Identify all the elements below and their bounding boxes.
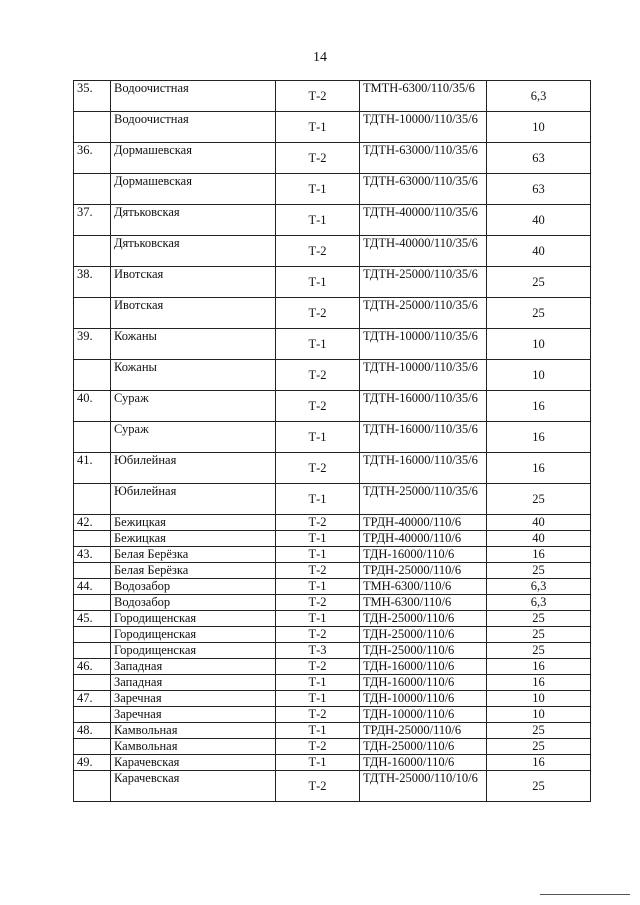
table-row: [74, 771, 591, 802]
transformer-id: Т-2: [276, 453, 360, 484]
row-number: [74, 675, 111, 691]
transformer-id: Т-2: [276, 298, 360, 329]
rated-power: 25: [487, 739, 591, 755]
table-row: [74, 174, 591, 205]
transformer-id: Т-1: [276, 267, 360, 298]
transformer-id: Т-1: [276, 174, 360, 205]
table-row: [74, 595, 591, 611]
rated-power: 10: [487, 691, 591, 707]
substation-name: Белая Берёзка: [111, 547, 276, 563]
substation-name: Дятьковская: [111, 205, 276, 236]
transformer-model: ТДН-25000/110/6: [360, 643, 487, 659]
table-row: [74, 112, 591, 143]
rated-power: 25: [487, 611, 591, 627]
transformer-id: Т-1: [276, 675, 360, 691]
rated-power: 16: [487, 422, 591, 453]
transformer-model: ТРДН-25000/110/6: [360, 723, 487, 739]
transformer-model: ТДТН-25000/110/35/6: [360, 298, 487, 329]
table-row: [74, 723, 591, 739]
transformer-model: ТДТН-25000/110/35/6: [360, 484, 487, 515]
row-number: 48.: [74, 723, 111, 739]
transformer-id: Т-2: [276, 236, 360, 267]
rated-power: 6,3: [487, 579, 591, 595]
transformer-id: Т-2: [276, 515, 360, 531]
row-number: [74, 236, 111, 267]
transformer-id: Т-2: [276, 707, 360, 723]
substation-name: Кожаны: [111, 329, 276, 360]
table-row: [74, 531, 591, 547]
transformer-model: ТДТН-10000/110/35/6: [360, 329, 487, 360]
transformer-model: ТДН-25000/110/6: [360, 739, 487, 755]
rated-power: 63: [487, 174, 591, 205]
transformer-id: Т-1: [276, 422, 360, 453]
row-number: [74, 112, 111, 143]
table-row: [74, 267, 591, 298]
transformer-id: Т-2: [276, 391, 360, 422]
transformer-id: Т-1: [276, 547, 360, 563]
table-row: [74, 360, 591, 391]
transformer-model: ТДТН-40000/110/35/6: [360, 236, 487, 267]
substation-name: Водоочистная: [111, 81, 276, 112]
substation-name: Ивотская: [111, 298, 276, 329]
table-row: [74, 298, 591, 329]
transformer-model: ТДТН-25000/110/35/6: [360, 267, 487, 298]
transformer-model: ТДТН-63000/110/35/6: [360, 174, 487, 205]
table-row: [74, 627, 591, 643]
rated-power: 16: [487, 675, 591, 691]
rated-power: 16: [487, 391, 591, 422]
substation-name: Кожаны: [111, 360, 276, 391]
row-number: [74, 484, 111, 515]
row-number: 36.: [74, 143, 111, 174]
row-number: 35.: [74, 81, 111, 112]
transformer-model: ТДТН-16000/110/35/6: [360, 422, 487, 453]
substation-name: Сураж: [111, 422, 276, 453]
table-row: [74, 643, 591, 659]
row-number: [74, 595, 111, 611]
row-number: 40.: [74, 391, 111, 422]
transformer-id: Т-1: [276, 531, 360, 547]
transformer-model: ТДН-10000/110/6: [360, 707, 487, 723]
table-row: [74, 453, 591, 484]
substation-name: Дормашевская: [111, 174, 276, 205]
transformer-id: Т-2: [276, 659, 360, 675]
transformer-model: ТДТН-16000/110/35/6: [360, 453, 487, 484]
row-number: [74, 531, 111, 547]
row-number: 42.: [74, 515, 111, 531]
page-number: 14: [313, 50, 327, 65]
substation-name: Бежицкая: [111, 515, 276, 531]
transformer-id: Т-1: [276, 484, 360, 515]
row-number: 41.: [74, 453, 111, 484]
transformer-model: ТДТН-25000/110/10/6: [360, 771, 487, 802]
substation-name: Западная: [111, 659, 276, 675]
transformer-model: ТДТН-16000/110/35/6: [360, 391, 487, 422]
rated-power: 10: [487, 329, 591, 360]
transformer-model: ТДН-16000/110/6: [360, 755, 487, 771]
row-number: 37.: [74, 205, 111, 236]
row-number: [74, 298, 111, 329]
substation-name: Западная: [111, 675, 276, 691]
row-number: 43.: [74, 547, 111, 563]
row-number: [74, 643, 111, 659]
transformer-id: Т-1: [276, 112, 360, 143]
row-number: 46.: [74, 659, 111, 675]
transformer-model: ТДН-16000/110/6: [360, 659, 487, 675]
rated-power: 25: [487, 627, 591, 643]
row-number: 49.: [74, 755, 111, 771]
substation-name: Заречная: [111, 691, 276, 707]
substation-name: Карачевская: [111, 755, 276, 771]
row-number: [74, 707, 111, 723]
table-row: [74, 205, 591, 236]
substation-name: Городищенская: [111, 627, 276, 643]
table-row: [74, 236, 591, 267]
transformer-id: Т-2: [276, 563, 360, 579]
table-row: [74, 659, 591, 675]
table-row: [74, 707, 591, 723]
table-row: [74, 579, 591, 595]
rated-power: 25: [487, 723, 591, 739]
rated-power: 10: [487, 707, 591, 723]
transformer-model: ТМН-6300/110/6: [360, 595, 487, 611]
substation-name: Водозабор: [111, 595, 276, 611]
transformer-id: Т-1: [276, 723, 360, 739]
transformer-id: Т-1: [276, 579, 360, 595]
transformer-model: ТДТН-10000/110/35/6: [360, 112, 487, 143]
row-number: [74, 771, 111, 802]
transformer-model: ТДН-10000/110/6: [360, 691, 487, 707]
transformer-model: ТДТН-63000/110/35/6: [360, 143, 487, 174]
rated-power: 6,3: [487, 595, 591, 611]
substation-name: Камвольная: [111, 739, 276, 755]
transformer-id: Т-3: [276, 643, 360, 659]
transformer-id: Т-2: [276, 360, 360, 391]
transformer-model: ТДН-25000/110/6: [360, 627, 487, 643]
table-row: [74, 547, 591, 563]
table-row: [74, 675, 591, 691]
rated-power: 16: [487, 755, 591, 771]
transformer-id: Т-1: [276, 691, 360, 707]
rated-power: 63: [487, 143, 591, 174]
table-row: [74, 81, 591, 112]
substation-name: Ивотская: [111, 267, 276, 298]
table-row: [74, 391, 591, 422]
substation-name: Городищенская: [111, 643, 276, 659]
substation-name: Белая Берёзка: [111, 563, 276, 579]
row-number: 38.: [74, 267, 111, 298]
transformer-id: Т-1: [276, 755, 360, 771]
transformer-model: ТДТН-10000/110/35/6: [360, 360, 487, 391]
row-number: [74, 360, 111, 391]
transformer-model: ТРДН-40000/110/6: [360, 531, 487, 547]
row-number: 39.: [74, 329, 111, 360]
table-row: [74, 611, 591, 627]
transformer-model: ТДТН-40000/110/35/6: [360, 205, 487, 236]
transformer-id: Т-1: [276, 329, 360, 360]
rated-power: 25: [487, 484, 591, 515]
row-number: 44.: [74, 579, 111, 595]
transformer-id: Т-1: [276, 205, 360, 236]
rated-power: 16: [487, 547, 591, 563]
footer-rule: [540, 894, 630, 895]
rated-power: 16: [487, 659, 591, 675]
rated-power: 10: [487, 112, 591, 143]
transformer-model: ТМТН-6300/110/35/6: [360, 81, 487, 112]
substation-name: Городищенская: [111, 611, 276, 627]
transformer-id: Т-2: [276, 771, 360, 802]
transformer-id: Т-2: [276, 627, 360, 643]
row-number: [74, 174, 111, 205]
substation-name: Заречная: [111, 707, 276, 723]
row-number: 47.: [74, 691, 111, 707]
transformer-model: ТМН-6300/110/6: [360, 579, 487, 595]
rated-power: 40: [487, 236, 591, 267]
rated-power: 40: [487, 531, 591, 547]
substation-name: Сураж: [111, 391, 276, 422]
row-number: [74, 627, 111, 643]
transformer-model: ТДН-25000/110/6: [360, 611, 487, 627]
rated-power: 40: [487, 205, 591, 236]
row-number: [74, 739, 111, 755]
table-row: [74, 739, 591, 755]
transformer-id: Т-2: [276, 595, 360, 611]
substation-name: Камвольная: [111, 723, 276, 739]
substation-name: Дятьковская: [111, 236, 276, 267]
rated-power: 10: [487, 360, 591, 391]
table-row: [74, 143, 591, 174]
row-number: [74, 422, 111, 453]
rated-power: 25: [487, 298, 591, 329]
substation-name: Дормашевская: [111, 143, 276, 174]
table-body: [74, 81, 591, 802]
row-number: 45.: [74, 611, 111, 627]
substation-name: Карачевская: [111, 771, 276, 802]
substation-name: Водозабор: [111, 579, 276, 595]
transformer-id: Т-1: [276, 611, 360, 627]
rated-power: 25: [487, 771, 591, 802]
table-row: [74, 484, 591, 515]
substation-name: Бежицкая: [111, 531, 276, 547]
rated-power: 16: [487, 453, 591, 484]
transformer-model: ТДН-16000/110/6: [360, 547, 487, 563]
table-row: [74, 422, 591, 453]
transformer-model: ТРДН-40000/110/6: [360, 515, 487, 531]
transformer-table: [73, 80, 591, 802]
transformer-model: ТДН-16000/110/6: [360, 675, 487, 691]
table-row: [74, 755, 591, 771]
transformer-id: Т-2: [276, 143, 360, 174]
rated-power: 25: [487, 563, 591, 579]
table-row: [74, 329, 591, 360]
substation-name: Юбилейная: [111, 484, 276, 515]
substation-name: Юбилейная: [111, 453, 276, 484]
transformer-id: Т-2: [276, 81, 360, 112]
table-row: [74, 563, 591, 579]
rated-power: 25: [487, 267, 591, 298]
table-row: [74, 515, 591, 531]
rated-power: 25: [487, 643, 591, 659]
transformer-model: ТРДН-25000/110/6: [360, 563, 487, 579]
row-number: [74, 563, 111, 579]
rated-power: 6,3: [487, 81, 591, 112]
substation-name: Водоочистная: [111, 112, 276, 143]
rated-power: 40: [487, 515, 591, 531]
transformer-id: Т-2: [276, 739, 360, 755]
table-row: [74, 691, 591, 707]
